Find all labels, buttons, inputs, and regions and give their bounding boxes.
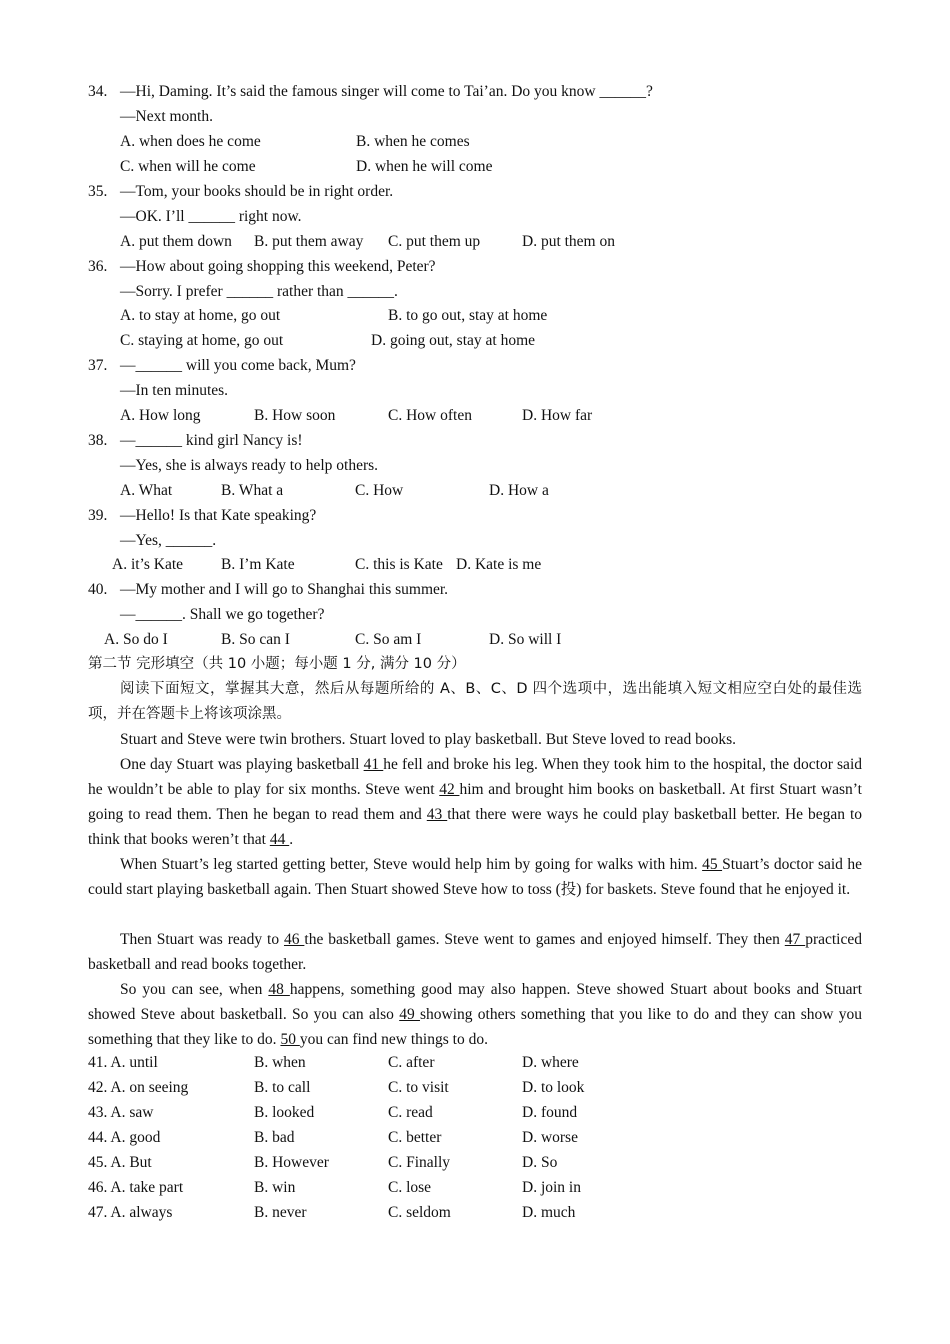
question-39-stem: —Hello! Is that Kate speaking? xyxy=(120,507,317,524)
question-36-option-a: A. to stay at home, go out xyxy=(120,307,281,324)
question-35-option-d: D. put them on xyxy=(522,233,615,250)
question-39-reply: —Yes, ______. xyxy=(120,532,217,549)
question-34-option-c: C. when will he come xyxy=(120,158,256,175)
cloze-47-option-a: 47. A. always xyxy=(88,1204,173,1221)
blank-49: 49 xyxy=(399,1006,420,1023)
question-40-number: 40. xyxy=(88,581,108,598)
cloze-43-option-b: B. looked xyxy=(254,1104,315,1121)
cloze-44-option-d: D. worse xyxy=(522,1129,578,1146)
question-39-option-b: B. I’m Kate xyxy=(221,556,295,573)
cloze-47-option-b: B. never xyxy=(254,1204,307,1221)
cloze-41-option-a: 41. A. until xyxy=(88,1054,158,1071)
question-35-stem: —Tom, your books should be in right order. xyxy=(120,183,394,200)
question-36-stem: —How about going shopping this weekend, Peter? xyxy=(120,258,436,275)
question-40-option-c: C. So am I xyxy=(355,631,422,648)
question-36-option-d: D. going out, stay at home xyxy=(371,332,536,349)
cloze-42-option-b: B. to call xyxy=(254,1079,311,1096)
passage-paragraph-5 xyxy=(88,977,862,1052)
question-35-number: 35. xyxy=(88,183,108,200)
cloze-44-option-a: 44. A. good xyxy=(88,1129,161,1146)
question-35-reply: —OK. I’ll ______ right now. xyxy=(120,208,302,225)
question-37-option-a: A. How long xyxy=(120,407,201,424)
question-34-reply: —Next month. xyxy=(120,108,213,125)
question-34-option-d: D. when he will come xyxy=(356,158,493,175)
question-35-option-c: C. put them up xyxy=(388,233,481,250)
blank-44: 44 xyxy=(269,831,290,848)
cloze-45-option-b: B. However xyxy=(254,1154,329,1171)
section-2-instruction: 阅读下面短文，掌握其大意，然后从每题所给的 A、B、C、D 四个选项中，选出能填入短文相应空白处的最佳选项，并在答题卡上将该项涂黑。 xyxy=(88,681,862,722)
blank-48: 48 xyxy=(268,981,290,998)
question-35-option-a: A. put them down xyxy=(120,233,232,250)
question-37-option-d: D. How far xyxy=(522,407,593,424)
passage-paragraph-4 xyxy=(88,927,862,977)
cloze-43-option-d: D. found xyxy=(522,1104,578,1121)
blank-43: 43 xyxy=(426,806,448,823)
cloze-46-option-d: D. join in xyxy=(522,1179,581,1196)
question-35-option-b: B. put them away xyxy=(254,233,364,250)
question-34-number: 34. xyxy=(88,83,108,100)
passage-text: So you can see, when xyxy=(120,981,269,998)
blank-50: 50 xyxy=(280,1031,300,1048)
passage-text: you can find new things to do. xyxy=(299,1031,488,1048)
question-39-option-d: D. Kate is me xyxy=(456,556,542,573)
passage-paragraph-1: Stuart and Steve were twin brothers. Stuart loved to play basketball. But Steve loved to read books. xyxy=(120,731,736,748)
cloze-43-option-a: 43. A. saw xyxy=(88,1104,154,1121)
question-36-option-b: B. to go out, stay at home xyxy=(388,307,548,324)
question-39-number: 39. xyxy=(88,507,108,524)
question-34-option-b: B. when he comes xyxy=(356,133,470,150)
passage-text: he fell and broke his leg. When they took him to the hospital, the doctor said he wouldn’t be able to play for six months. Steve went xyxy=(88,756,862,798)
cloze-46-option-b: B. win xyxy=(254,1179,296,1196)
question-40-stem: —My mother and I will go to Shanghai this summer. xyxy=(120,581,449,598)
cloze-44-option-b: B. bad xyxy=(254,1129,295,1146)
passage-text: the basketball games. Steve went to games and enjoyed himself. They then xyxy=(304,931,785,948)
question-36-reply: —Sorry. I prefer ______ rather than ______. xyxy=(120,283,398,300)
question-40-option-d: D. So will I xyxy=(489,631,562,648)
question-39-option-a: A. it’s Kate xyxy=(112,556,184,573)
cloze-45-option-a: 45. A. But xyxy=(88,1154,152,1171)
question-37-number: 37. xyxy=(88,357,108,374)
passage-text: showing others something that you like to do and they can show you something that they like to do. xyxy=(88,1006,863,1048)
question-38-option-b: B. What a xyxy=(221,482,284,499)
section-2-title: 第二节 完形填空（共 10 小题；每小题 1 分, 满分 10 分） xyxy=(88,656,466,672)
passage-text: that there were ways he could play basketball better. He began to think that books weren’t that xyxy=(88,806,863,848)
cloze-41-option-c: C. after xyxy=(388,1054,435,1071)
cloze-42-option-c: C. to visit xyxy=(388,1079,449,1096)
question-38-stem: —______ kind girl Nancy is! xyxy=(120,432,303,449)
passage-paragraph-3 xyxy=(88,852,862,902)
blank-42: 42 xyxy=(439,781,460,798)
passage-text: happens, something good may also happen. Steve showed Stuart about books and Stuart showed Steve about basketball. So you can also xyxy=(88,981,862,1023)
passage-paragraph-2 xyxy=(88,752,862,852)
question-39-option-c: C. this is Kate xyxy=(355,556,443,573)
cloze-45-option-c: C. Finally xyxy=(388,1154,451,1171)
question-34-stem: —Hi, Daming. It’s said the famous singer will come to Tai’an. Do you know ______? xyxy=(120,83,653,100)
question-40-reply: —______. Shall we go together? xyxy=(120,606,325,623)
cloze-45-option-d: D. So xyxy=(522,1154,558,1171)
question-37-reply: —In ten minutes. xyxy=(120,382,229,399)
question-40-option-a: A. So do I xyxy=(104,631,168,648)
cloze-47-option-c: C. seldom xyxy=(388,1204,451,1221)
passage-text: Stuart’s doctor said he could start playing basketball again. Then Stuart showed Steve how to toss (投) for baskets. Steve found that he enjoyed it. xyxy=(88,856,863,898)
question-38-option-d: D. How a xyxy=(489,482,549,499)
question-38-option-a: A. What xyxy=(120,482,173,499)
cloze-46-option-c: C. lose xyxy=(388,1179,432,1196)
cloze-47-option-d: D. much xyxy=(522,1204,576,1221)
question-37-stem: —______ will you come back, Mum? xyxy=(120,357,356,374)
question-40-option-b: B. So can I xyxy=(221,631,290,648)
cloze-43-option-c: C. read xyxy=(388,1104,433,1121)
cloze-41-option-b: B. when xyxy=(254,1054,306,1071)
cloze-46-option-a: 46. A. take part xyxy=(88,1179,184,1196)
question-38-option-c: C. How xyxy=(355,482,404,499)
cloze-42-option-a: 42. A. on seeing xyxy=(88,1079,189,1096)
question-38-reply: —Yes, she is always ready to help others. xyxy=(120,457,379,474)
question-36-number: 36. xyxy=(88,258,108,275)
blank-45: 45 xyxy=(702,856,723,873)
blank-47: 47 xyxy=(784,931,806,948)
question-38-number: 38. xyxy=(88,432,108,449)
blank-46: 46 xyxy=(283,931,305,948)
passage-text: practiced basketball and read books together. xyxy=(88,931,862,973)
blank-41: 41 xyxy=(363,756,384,773)
passage-text: When Stuart’s leg started getting better, Steve would help him by going for walks with him. xyxy=(120,856,703,873)
question-37-option-c: C. How often xyxy=(388,407,472,424)
passage-text: . xyxy=(289,831,294,848)
passage-text: Then Stuart was ready to xyxy=(120,931,284,948)
question-36-option-c: C. staying at home, go out xyxy=(120,332,284,349)
passage-text: him and brought him books on basketball. At first Stuart wasn’t going to read them. Then he began to read them and xyxy=(88,781,862,823)
cloze-41-option-d: D. where xyxy=(522,1054,579,1071)
question-34-option-a: A. when does he come xyxy=(120,133,261,150)
question-37-option-b: B. How soon xyxy=(254,407,336,424)
cloze-44-option-c: C. better xyxy=(388,1129,442,1146)
cloze-42-option-d: D. to look xyxy=(522,1079,585,1096)
passage-text: One day Stuart was playing basketball xyxy=(120,756,364,773)
